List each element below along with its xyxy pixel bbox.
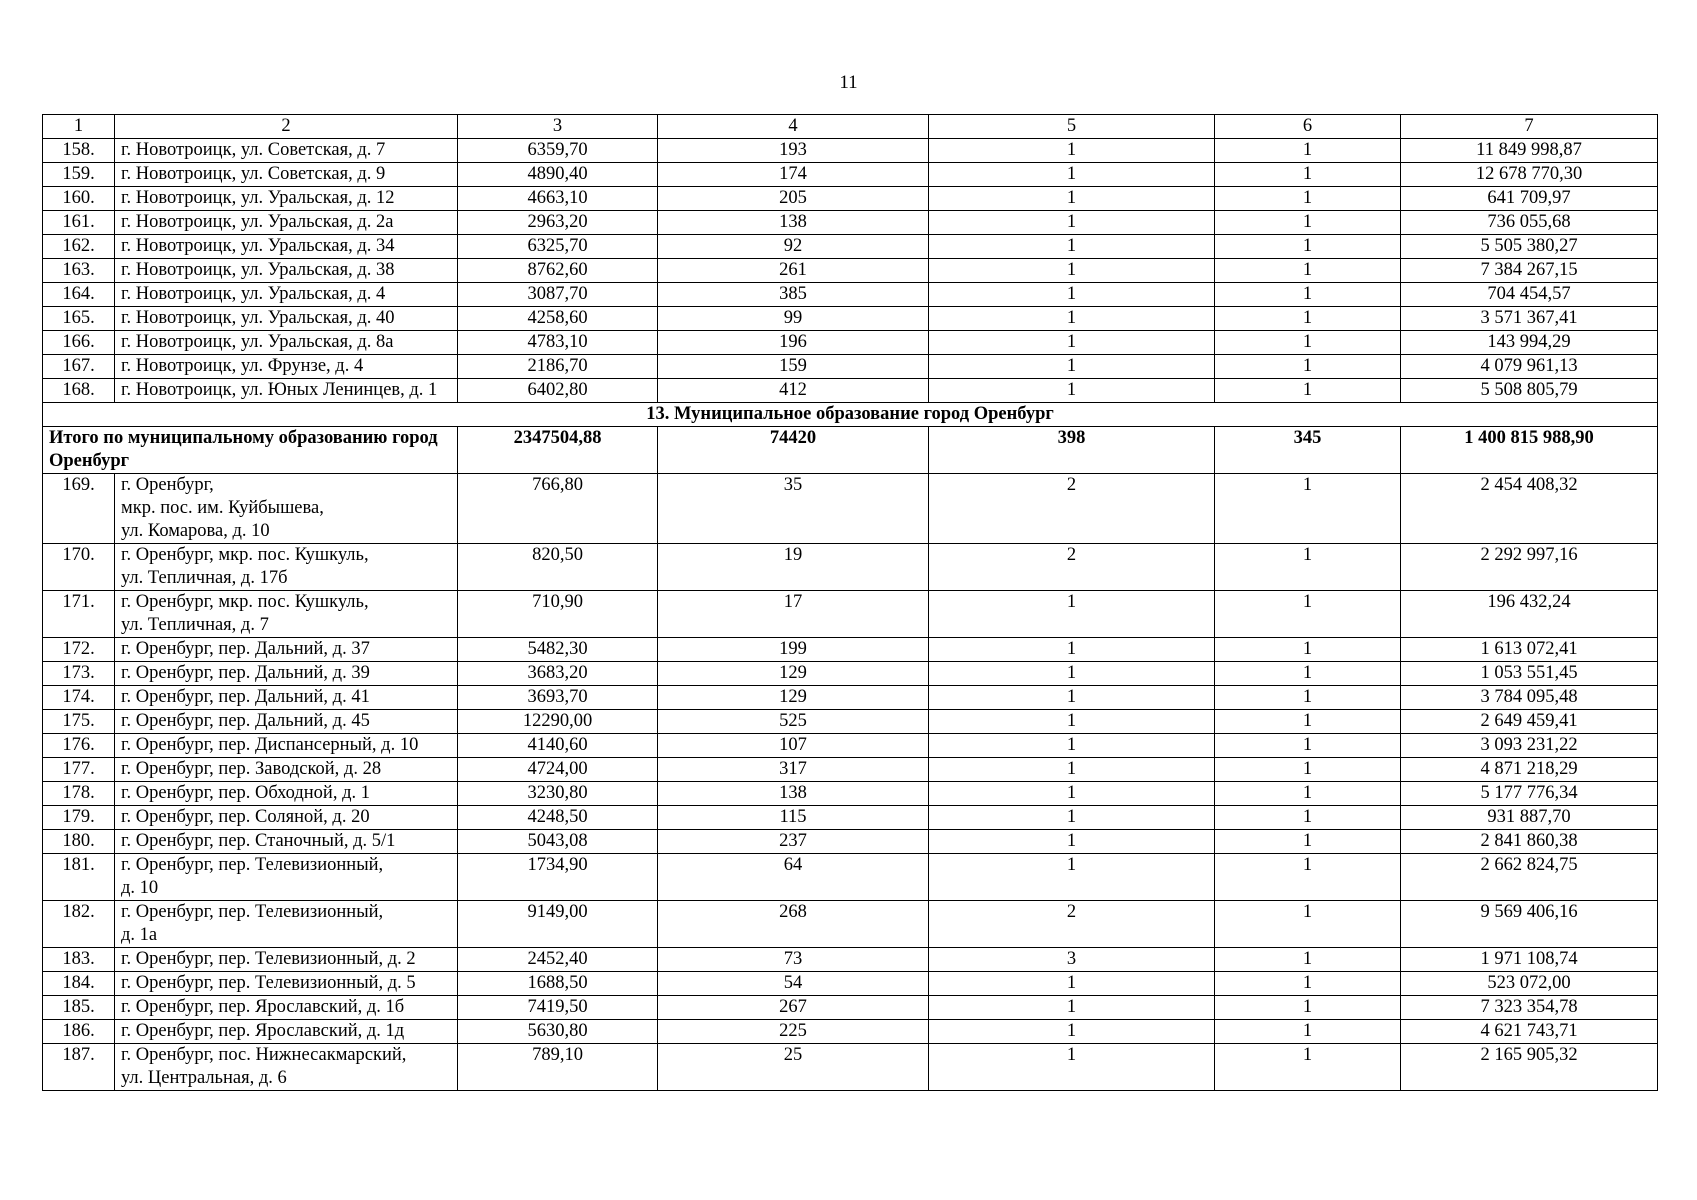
address-cell: г. Оренбург, пер. Соляной, д. 20 bbox=[115, 806, 458, 830]
col5-cell: 1 bbox=[929, 996, 1215, 1020]
count-cell: 412 bbox=[658, 379, 929, 403]
col6-cell: 1 bbox=[1215, 948, 1401, 972]
col5-cell: 2 bbox=[929, 901, 1215, 948]
cost-cell: 641 709,97 bbox=[1401, 187, 1658, 211]
table-row bbox=[43, 710, 1658, 734]
row-number-cell: 166. bbox=[43, 331, 115, 355]
area-cell: 9149,00 bbox=[458, 901, 658, 948]
address-cell: г. Оренбург, пер. Телевизионный, д. 2 bbox=[115, 948, 458, 972]
col6-cell: 1 bbox=[1215, 163, 1401, 187]
area-cell: 3693,70 bbox=[458, 686, 658, 710]
total-c6-cell: 345 bbox=[1215, 427, 1401, 474]
total-c3-cell: 2347504,88 bbox=[458, 427, 658, 474]
area-cell: 4258,60 bbox=[458, 307, 658, 331]
area-cell: 5630,80 bbox=[458, 1020, 658, 1044]
col5-cell: 1 bbox=[929, 331, 1215, 355]
address-cell: г. Новотроицк, ул. Уральская, д. 8а bbox=[115, 331, 458, 355]
area-cell: 7419,50 bbox=[458, 996, 658, 1020]
area-cell: 4663,10 bbox=[458, 187, 658, 211]
col5-cell: 1 bbox=[929, 379, 1215, 403]
total-c7-cell: 1 400 815 988,90 bbox=[1401, 427, 1658, 474]
table-row bbox=[43, 211, 1658, 235]
table-row bbox=[43, 307, 1658, 331]
col6-cell: 1 bbox=[1215, 591, 1401, 638]
table-row bbox=[43, 901, 1658, 948]
col5-cell: 1 bbox=[929, 139, 1215, 163]
cost-cell: 11 849 998,87 bbox=[1401, 139, 1658, 163]
total-row bbox=[43, 427, 1658, 474]
area-cell: 820,50 bbox=[458, 544, 658, 591]
area-cell: 6359,70 bbox=[458, 139, 658, 163]
area-cell: 4783,10 bbox=[458, 331, 658, 355]
cost-cell: 931 887,70 bbox=[1401, 806, 1658, 830]
address-cell: г. Оренбург, пер. Дальний, д. 39 bbox=[115, 662, 458, 686]
count-cell: 92 bbox=[658, 235, 929, 259]
table-row bbox=[43, 235, 1658, 259]
count-cell: 35 bbox=[658, 474, 929, 544]
row-number-cell: 161. bbox=[43, 211, 115, 235]
count-cell: 237 bbox=[658, 830, 929, 854]
area-cell: 1734,90 bbox=[458, 854, 658, 901]
col5-cell: 1 bbox=[929, 854, 1215, 901]
col5-cell: 1 bbox=[929, 830, 1215, 854]
header-row bbox=[43, 115, 1658, 139]
cost-cell: 12 678 770,30 bbox=[1401, 163, 1658, 187]
table-row bbox=[43, 1044, 1658, 1091]
col5-cell: 1 bbox=[929, 1020, 1215, 1044]
row-number-cell: 167. bbox=[43, 355, 115, 379]
total-label: Итого по муниципальному образованию город Оренбург bbox=[43, 427, 458, 474]
cost-cell: 2 165 905,32 bbox=[1401, 1044, 1658, 1091]
col6-cell: 1 bbox=[1215, 1044, 1401, 1091]
count-cell: 525 bbox=[658, 710, 929, 734]
count-cell: 19 bbox=[658, 544, 929, 591]
row-number-cell: 183. bbox=[43, 948, 115, 972]
table-row bbox=[43, 379, 1658, 403]
cost-cell: 2 662 824,75 bbox=[1401, 854, 1658, 901]
area-cell: 4890,40 bbox=[458, 163, 658, 187]
count-cell: 107 bbox=[658, 734, 929, 758]
cost-cell: 2 649 459,41 bbox=[1401, 710, 1658, 734]
col6-cell: 1 bbox=[1215, 830, 1401, 854]
area-cell: 3683,20 bbox=[458, 662, 658, 686]
address-cell: г. Новотроицк, ул. Фрунзе, д. 4 bbox=[115, 355, 458, 379]
total-c4-cell: 74420 bbox=[658, 427, 929, 474]
address-cell: г. Оренбург, мкр. пос. Кушкуль, ул. Тепличная, д. 17б bbox=[115, 544, 458, 591]
col5-cell: 1 bbox=[929, 1044, 1215, 1091]
col6-cell: 1 bbox=[1215, 139, 1401, 163]
table-row bbox=[43, 662, 1658, 686]
address-cell: г. Оренбург, пер. Диспансерный, д. 10 bbox=[115, 734, 458, 758]
area-cell: 2963,20 bbox=[458, 211, 658, 235]
area-cell: 8762,60 bbox=[458, 259, 658, 283]
count-cell: 317 bbox=[658, 758, 929, 782]
col6-cell: 1 bbox=[1215, 259, 1401, 283]
col5-cell: 1 bbox=[929, 734, 1215, 758]
cost-cell: 5 508 805,79 bbox=[1401, 379, 1658, 403]
col5-cell: 1 bbox=[929, 307, 1215, 331]
table-row bbox=[43, 163, 1658, 187]
area-cell: 2452,40 bbox=[458, 948, 658, 972]
address-cell: г. Новотроицк, ул. Уральская, д. 34 bbox=[115, 235, 458, 259]
area-cell: 5482,30 bbox=[458, 638, 658, 662]
address-cell: г. Новотроицк, ул. Уральская, д. 2а bbox=[115, 211, 458, 235]
col5-cell: 1 bbox=[929, 187, 1215, 211]
row-number-cell: 162. bbox=[43, 235, 115, 259]
cost-cell: 2 454 408,32 bbox=[1401, 474, 1658, 544]
col5-cell: 1 bbox=[929, 235, 1215, 259]
col5-cell: 1 bbox=[929, 591, 1215, 638]
col5-cell: 1 bbox=[929, 638, 1215, 662]
area-cell: 4724,00 bbox=[458, 758, 658, 782]
col6-cell: 1 bbox=[1215, 686, 1401, 710]
count-cell: 17 bbox=[658, 591, 929, 638]
col5-cell: 1 bbox=[929, 259, 1215, 283]
col5-cell: 1 bbox=[929, 211, 1215, 235]
col6-cell: 1 bbox=[1215, 307, 1401, 331]
cost-cell: 143 994,29 bbox=[1401, 331, 1658, 355]
table-row bbox=[43, 734, 1658, 758]
row-number-cell: 175. bbox=[43, 710, 115, 734]
area-cell: 710,90 bbox=[458, 591, 658, 638]
row-number-cell: 186. bbox=[43, 1020, 115, 1044]
address-cell: г. Оренбург, пер. Заводской, д. 28 bbox=[115, 758, 458, 782]
cost-cell: 736 055,68 bbox=[1401, 211, 1658, 235]
address-cell: г. Оренбург, пер. Телевизионный, д. 1а bbox=[115, 901, 458, 948]
row-number-cell: 187. bbox=[43, 1044, 115, 1091]
row-number-cell: 169. bbox=[43, 474, 115, 544]
cost-cell: 704 454,57 bbox=[1401, 283, 1658, 307]
col6-cell: 1 bbox=[1215, 662, 1401, 686]
header-cell: 6 bbox=[1215, 115, 1401, 139]
row-number-cell: 178. bbox=[43, 782, 115, 806]
count-cell: 115 bbox=[658, 806, 929, 830]
col6-cell: 1 bbox=[1215, 379, 1401, 403]
col6-cell: 1 bbox=[1215, 734, 1401, 758]
area-cell: 5043,08 bbox=[458, 830, 658, 854]
row-number-cell: 159. bbox=[43, 163, 115, 187]
count-cell: 159 bbox=[658, 355, 929, 379]
col6-cell: 1 bbox=[1215, 854, 1401, 901]
header-cell: 1 bbox=[43, 115, 115, 139]
col6-cell: 1 bbox=[1215, 972, 1401, 996]
count-cell: 385 bbox=[658, 283, 929, 307]
row-number-cell: 158. bbox=[43, 139, 115, 163]
col5-cell: 2 bbox=[929, 544, 1215, 591]
table-row bbox=[43, 638, 1658, 662]
page-number: 11 bbox=[839, 72, 858, 93]
cost-cell: 5 505 380,27 bbox=[1401, 235, 1658, 259]
row-number-cell: 180. bbox=[43, 830, 115, 854]
row-number-cell: 181. bbox=[43, 854, 115, 901]
cost-cell: 9 569 406,16 bbox=[1401, 901, 1658, 948]
col6-cell: 1 bbox=[1215, 544, 1401, 591]
row-number-cell: 174. bbox=[43, 686, 115, 710]
row-number-cell: 182. bbox=[43, 901, 115, 948]
col6-cell: 1 bbox=[1215, 211, 1401, 235]
col6-cell: 1 bbox=[1215, 1020, 1401, 1044]
address-cell: г. Новотроицк, ул. Юных Ленинцев, д. 1 bbox=[115, 379, 458, 403]
header-cell: 5 bbox=[929, 115, 1215, 139]
col5-cell: 1 bbox=[929, 283, 1215, 307]
row-number-cell: 171. bbox=[43, 591, 115, 638]
table-row bbox=[43, 355, 1658, 379]
cost-cell: 4 621 743,71 bbox=[1401, 1020, 1658, 1044]
col5-cell: 1 bbox=[929, 662, 1215, 686]
row-number-cell: 176. bbox=[43, 734, 115, 758]
cost-cell: 1 971 108,74 bbox=[1401, 948, 1658, 972]
count-cell: 129 bbox=[658, 662, 929, 686]
address-cell: г. Оренбург, пер. Станочный, д. 5/1 bbox=[115, 830, 458, 854]
col5-cell: 2 bbox=[929, 474, 1215, 544]
table-row bbox=[43, 996, 1658, 1020]
table-row bbox=[43, 948, 1658, 972]
cost-cell: 4 871 218,29 bbox=[1401, 758, 1658, 782]
count-cell: 268 bbox=[658, 901, 929, 948]
area-cell: 4248,50 bbox=[458, 806, 658, 830]
count-cell: 138 bbox=[658, 211, 929, 235]
count-cell: 193 bbox=[658, 139, 929, 163]
row-number-cell: 185. bbox=[43, 996, 115, 1020]
address-cell: г. Оренбург, пер. Телевизионный, д. 5 bbox=[115, 972, 458, 996]
cost-cell: 3 784 095,48 bbox=[1401, 686, 1658, 710]
address-cell: г. Новотроицк, ул. Уральская, д. 40 bbox=[115, 307, 458, 331]
count-cell: 205 bbox=[658, 187, 929, 211]
col5-cell: 1 bbox=[929, 355, 1215, 379]
address-cell: г. Оренбург, пер. Дальний, д. 45 bbox=[115, 710, 458, 734]
col6-cell: 1 bbox=[1215, 283, 1401, 307]
row-number-cell: 163. bbox=[43, 259, 115, 283]
cost-cell: 7 323 354,78 bbox=[1401, 996, 1658, 1020]
col5-cell: 1 bbox=[929, 163, 1215, 187]
area-cell: 6325,70 bbox=[458, 235, 658, 259]
count-cell: 261 bbox=[658, 259, 929, 283]
cost-cell: 5 177 776,34 bbox=[1401, 782, 1658, 806]
row-number-cell: 160. bbox=[43, 187, 115, 211]
table-row bbox=[43, 187, 1658, 211]
col5-cell: 1 bbox=[929, 710, 1215, 734]
cost-cell: 3 571 367,41 bbox=[1401, 307, 1658, 331]
count-cell: 73 bbox=[658, 948, 929, 972]
col6-cell: 1 bbox=[1215, 355, 1401, 379]
address-cell: г. Оренбург, пер. Ярославский, д. 1б bbox=[115, 996, 458, 1020]
count-cell: 129 bbox=[658, 686, 929, 710]
count-cell: 138 bbox=[658, 782, 929, 806]
cost-cell: 2 841 860,38 bbox=[1401, 830, 1658, 854]
row-number-cell: 170. bbox=[43, 544, 115, 591]
table-row bbox=[43, 331, 1658, 355]
col6-cell: 1 bbox=[1215, 996, 1401, 1020]
table-row bbox=[43, 474, 1658, 544]
address-cell: г. Новотроицк, ул. Уральская, д. 12 bbox=[115, 187, 458, 211]
cost-cell: 1 613 072,41 bbox=[1401, 638, 1658, 662]
area-cell: 3087,70 bbox=[458, 283, 658, 307]
area-cell: 789,10 bbox=[458, 1044, 658, 1091]
row-number-cell: 184. bbox=[43, 972, 115, 996]
area-cell: 3230,80 bbox=[458, 782, 658, 806]
section-row bbox=[43, 403, 1658, 427]
row-number-cell: 164. bbox=[43, 283, 115, 307]
table-row bbox=[43, 830, 1658, 854]
row-number-cell: 173. bbox=[43, 662, 115, 686]
address-cell: г. Новотроицк, ул. Уральская, д. 4 bbox=[115, 283, 458, 307]
count-cell: 225 bbox=[658, 1020, 929, 1044]
col6-cell: 1 bbox=[1215, 806, 1401, 830]
col5-cell: 1 bbox=[929, 972, 1215, 996]
col6-cell: 1 bbox=[1215, 331, 1401, 355]
cost-cell: 3 093 231,22 bbox=[1401, 734, 1658, 758]
count-cell: 99 bbox=[658, 307, 929, 331]
table-row bbox=[43, 972, 1658, 996]
col6-cell: 1 bbox=[1215, 187, 1401, 211]
area-cell: 1688,50 bbox=[458, 972, 658, 996]
col5-cell: 1 bbox=[929, 758, 1215, 782]
address-cell: г. Оренбург, пер. Обходной, д. 1 bbox=[115, 782, 458, 806]
row-number-cell: 177. bbox=[43, 758, 115, 782]
count-cell: 196 bbox=[658, 331, 929, 355]
col6-cell: 1 bbox=[1215, 638, 1401, 662]
row-number-cell: 165. bbox=[43, 307, 115, 331]
count-cell: 64 bbox=[658, 854, 929, 901]
count-cell: 54 bbox=[658, 972, 929, 996]
table-row bbox=[43, 758, 1658, 782]
count-cell: 267 bbox=[658, 996, 929, 1020]
cost-cell: 1 053 551,45 bbox=[1401, 662, 1658, 686]
address-cell: г. Оренбург, мкр. пос. им. Куйбышева, ул. Комарова, д. 10 bbox=[115, 474, 458, 544]
area-cell: 6402,80 bbox=[458, 379, 658, 403]
count-cell: 25 bbox=[658, 1044, 929, 1091]
data-table bbox=[42, 114, 1658, 1091]
address-cell: г. Новотроицк, ул. Уральская, д. 38 bbox=[115, 259, 458, 283]
address-cell: г. Оренбург, пер. Дальний, д. 37 bbox=[115, 638, 458, 662]
col6-cell: 1 bbox=[1215, 901, 1401, 948]
count-cell: 174 bbox=[658, 163, 929, 187]
section-title: 13. Муниципальное образование город Оренбург bbox=[43, 403, 1658, 427]
table-row bbox=[43, 591, 1658, 638]
table-row bbox=[43, 686, 1658, 710]
col5-cell: 1 bbox=[929, 782, 1215, 806]
row-number-cell: 172. bbox=[43, 638, 115, 662]
cost-cell: 523 072,00 bbox=[1401, 972, 1658, 996]
col6-cell: 1 bbox=[1215, 710, 1401, 734]
col5-cell: 1 bbox=[929, 686, 1215, 710]
table-row bbox=[43, 854, 1658, 901]
area-cell: 766,80 bbox=[458, 474, 658, 544]
cost-cell: 7 384 267,15 bbox=[1401, 259, 1658, 283]
cost-cell: 4 079 961,13 bbox=[1401, 355, 1658, 379]
cost-cell: 196 432,24 bbox=[1401, 591, 1658, 638]
address-cell: г. Оренбург, пер. Телевизионный, д. 10 bbox=[115, 854, 458, 901]
header-cell: 2 bbox=[115, 115, 458, 139]
total-c5-cell: 398 bbox=[929, 427, 1215, 474]
header-cell: 4 bbox=[658, 115, 929, 139]
address-cell: г. Оренбург, мкр. пос. Кушкуль, ул. Тепличная, д. 7 bbox=[115, 591, 458, 638]
col5-cell: 1 bbox=[929, 806, 1215, 830]
area-cell: 12290,00 bbox=[458, 710, 658, 734]
area-cell: 4140,60 bbox=[458, 734, 658, 758]
col6-cell: 1 bbox=[1215, 782, 1401, 806]
table-row bbox=[43, 283, 1658, 307]
table-row bbox=[43, 544, 1658, 591]
col5-cell: 3 bbox=[929, 948, 1215, 972]
row-number-cell: 168. bbox=[43, 379, 115, 403]
col6-cell: 1 bbox=[1215, 474, 1401, 544]
address-cell: г. Оренбург, пос. Нижнесакмарский, ул. Центральная, д. 6 bbox=[115, 1044, 458, 1091]
table-row bbox=[43, 139, 1658, 163]
address-cell: г. Оренбург, пер. Дальний, д. 41 bbox=[115, 686, 458, 710]
row-number-cell: 179. bbox=[43, 806, 115, 830]
header-cell: 7 bbox=[1401, 115, 1658, 139]
table-row bbox=[43, 782, 1658, 806]
table-row bbox=[43, 1020, 1658, 1044]
table-row bbox=[43, 806, 1658, 830]
table-row bbox=[43, 259, 1658, 283]
address-cell: г. Оренбург, пер. Ярославский, д. 1д bbox=[115, 1020, 458, 1044]
address-cell: г. Новотроицк, ул. Советская, д. 9 bbox=[115, 163, 458, 187]
address-cell: г. Новотроицк, ул. Советская, д. 7 bbox=[115, 139, 458, 163]
area-cell: 2186,70 bbox=[458, 355, 658, 379]
col6-cell: 1 bbox=[1215, 235, 1401, 259]
cost-cell: 2 292 997,16 bbox=[1401, 544, 1658, 591]
count-cell: 199 bbox=[658, 638, 929, 662]
col6-cell: 1 bbox=[1215, 758, 1401, 782]
header-cell: 3 bbox=[458, 115, 658, 139]
